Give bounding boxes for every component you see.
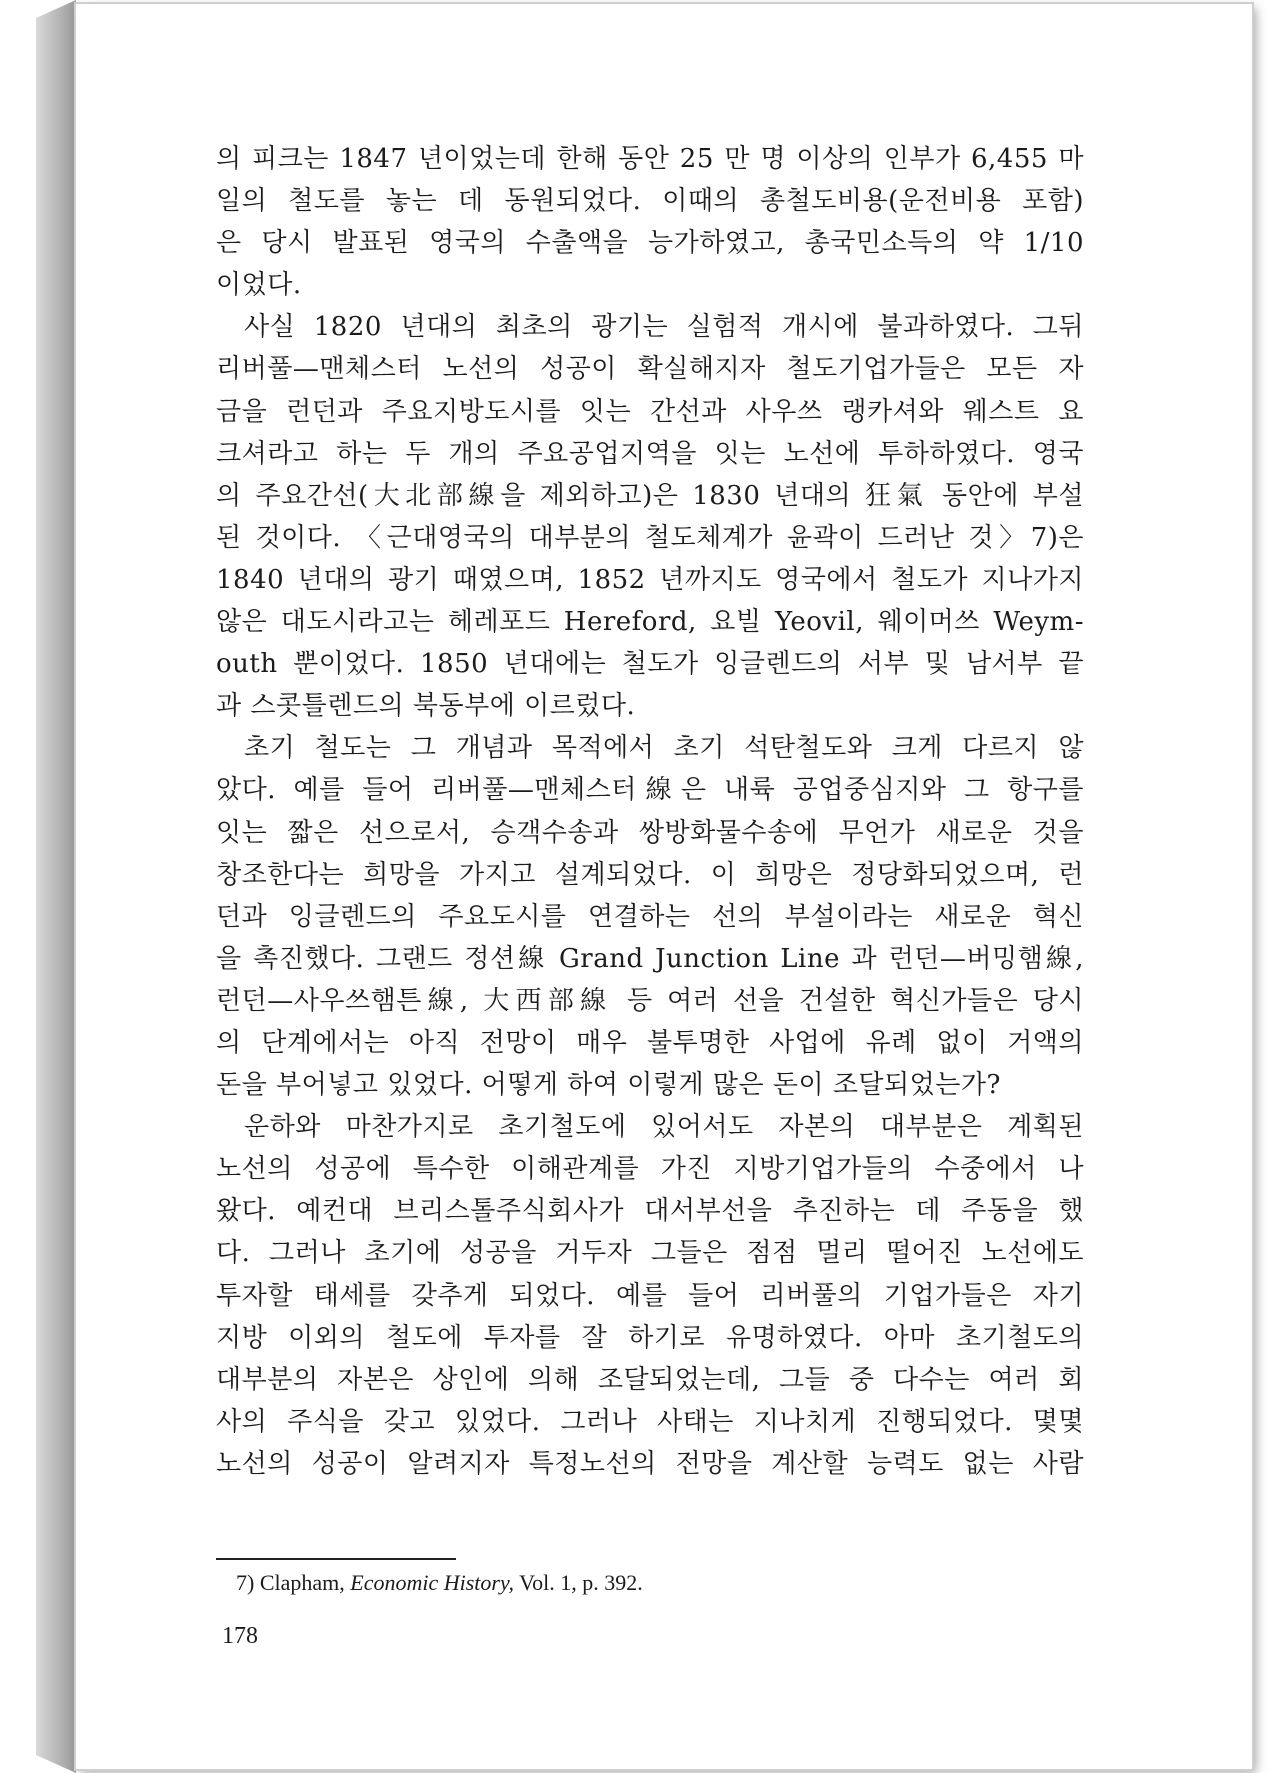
text-line: 잇는 짧은 선으로서, 승객수송과 쌍방화물수송에 무언가 새로운 것을 xyxy=(216,817,1084,848)
text-line: 은 당시 발표된 영국의 수출액을 능가하였고, 총국민소득의 약 1/10 xyxy=(216,228,1084,259)
text-line: outh 뿐이었다. 1850 년대에는 철도가 잉글렌드의 서부 및 남서부 끝 xyxy=(216,649,1084,680)
text-line: 창조한다는 희망을 가지고 설계되었다. 이 희망은 정당화되었으며, 런 xyxy=(216,859,1084,890)
text-line: 의 단계에서는 아직 전망이 매우 불투명한 사업에 유례 없이 거액의 xyxy=(216,1027,1084,1058)
text-line: 의 주요간선(大北部線을 제외하고)은 1830 년대의 狂氣 동안에 부설 xyxy=(216,480,1084,511)
footnote-title: Economic History, xyxy=(350,1570,515,1595)
text-line: 이었다. xyxy=(216,270,302,301)
text-line: 사실 1820 년대의 최초의 광기는 실험적 개시에 불과하였다. 그뒤 xyxy=(244,312,1084,343)
book-spine xyxy=(36,0,76,1773)
text-line: 런던—사우쓰햄튼線, 大西部線 등 여러 선을 건설한 혁신가들은 당시 xyxy=(216,985,1084,1016)
text-line: 돈을 부어넣고 있었다. 어떻게 하여 이렇게 많은 돈이 조달되었는가? xyxy=(216,1070,1001,1101)
text-line: 대부분의 자본은 상인에 의해 조달되었는데, 그들 중 다수는 여러 회 xyxy=(216,1364,1084,1395)
footnote-rule xyxy=(216,1558,456,1560)
page-number: 178 xyxy=(222,1623,258,1649)
text-line: 리버풀—맨체스터 노선의 성공이 확실해지자 철도기업가들은 모든 자 xyxy=(216,354,1084,385)
text-line: 왔다. 예컨대 브리스톨주식회사가 대서부선을 추진하는 데 주동을 했 xyxy=(216,1196,1084,1227)
footnote-rest: Vol. 1, p. 392. xyxy=(514,1570,643,1595)
text-line: 던과 잉글렌드의 주요도시를 연결하는 선의 부설이라는 새로운 혁신 xyxy=(216,901,1084,932)
text-line: 을 촉진했다. 그랜드 정션線 Grand Junction Line 과 런던—버밍햄線, xyxy=(216,943,1084,974)
text-line: 운하와 마찬가지로 초기철도에 있어서도 자본의 대부분은 계획된 xyxy=(244,1112,1084,1143)
footnote xyxy=(236,1570,643,1596)
text-line: 노선의 성공이 알려지자 특정노선의 전망을 계산할 능력도 없는 사람 xyxy=(216,1448,1084,1479)
text-line: 다. 그러나 초기에 성공을 거두자 그들은 점점 멀리 떨어진 노선에도 xyxy=(216,1238,1084,1269)
body-text xyxy=(216,138,1084,1485)
footnote-lead: 7) Clapham, xyxy=(236,1570,351,1595)
text-line: 않은 대도시라고는 헤레포드 Hereford, 요빌 Yeovil, 웨이머쓰 Weym- xyxy=(216,607,1084,638)
text-line: 지방 이외의 철도에 투자를 잘 하기로 유명하였다. 아마 초기철도의 xyxy=(216,1322,1084,1353)
text-line: 크셔라고 하는 두 개의 주요공업지역을 잇는 노선에 투하하였다. 영국 xyxy=(216,438,1084,469)
text-line: 된 것이다. 〈근대영국의 대부분의 철도체계가 윤곽이 드러난 것〉7)은 xyxy=(216,522,1084,553)
text-line: 투자할 태세를 갖추게 되었다. 예를 들어 리버풀의 기업가들은 자기 xyxy=(216,1280,1084,1311)
text-line: 초기 철도는 그 개념과 목적에서 초기 석탄철도와 크게 다르지 않 xyxy=(244,733,1084,764)
text-line: 노선의 성공에 특수한 이해관계를 가진 지방기업가들의 수중에서 나 xyxy=(216,1154,1084,1185)
text-line: 1840 년대의 광기 때였으며, 1852 년까지도 영국에서 철도가 지나가지 xyxy=(216,564,1084,595)
text-line: 금을 런던과 주요지방도시를 잇는 간선과 사우쓰 랭카셔와 웨스트 요 xyxy=(216,396,1084,427)
text-line: 사의 주식을 갖고 있었다. 그러나 사태는 지나치게 진행되었다. 몇몇 xyxy=(216,1406,1084,1437)
text-line: 과 스콧틀렌드의 북동부에 이르렀다. xyxy=(216,691,636,722)
text-line: 의 피크는 1847 년이었는데 한해 동안 25 만 명 이상의 인부가 6,455 마 xyxy=(216,144,1084,174)
text-line: 았다. 예를 들어 리버풀—맨체스터線은 내륙 공업중심지와 그 항구를 xyxy=(216,775,1084,806)
text-line: 일의 철도를 놓는 데 동원되었다. 이때의 총철도비용(운전비용 포함) xyxy=(216,186,1084,217)
